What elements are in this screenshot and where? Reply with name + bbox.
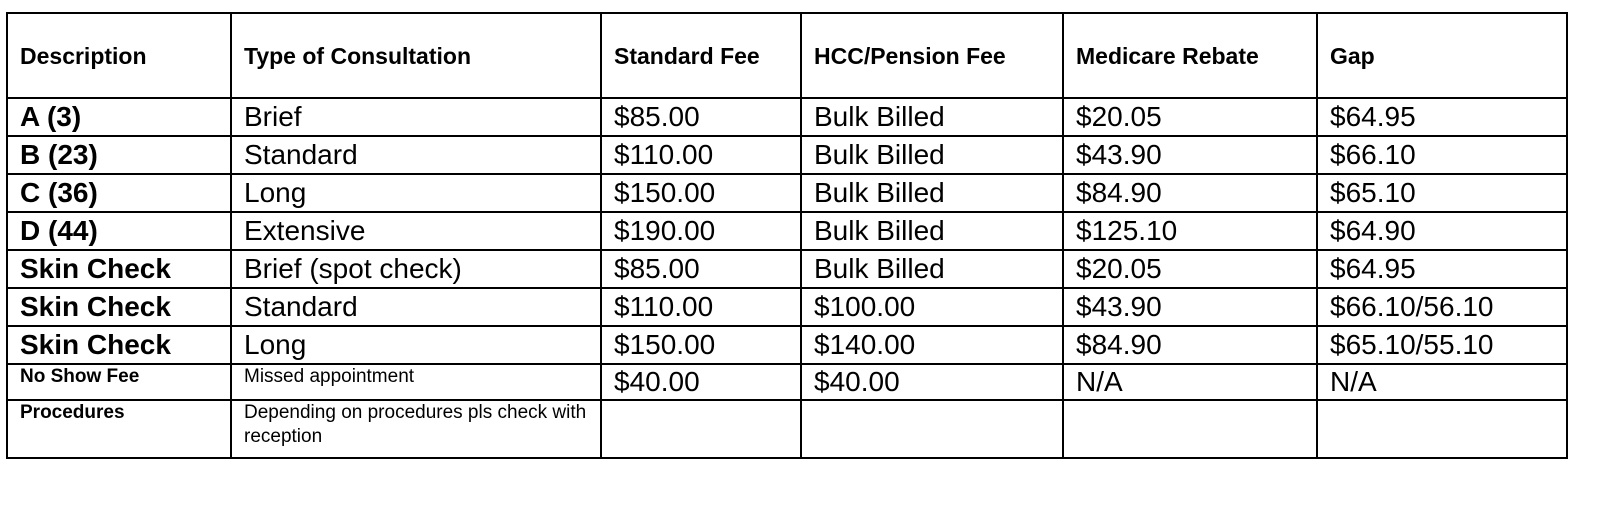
cell-gap: N/A bbox=[1317, 364, 1567, 400]
cell-medicare-rebate: $43.90 bbox=[1063, 288, 1317, 326]
cell-standard-fee: $85.00 bbox=[601, 98, 801, 136]
cell-medicare-rebate: $20.05 bbox=[1063, 98, 1317, 136]
cell-medicare-rebate: $84.90 bbox=[1063, 174, 1317, 212]
cell-type: Standard bbox=[231, 136, 601, 174]
cell-type: Standard bbox=[231, 288, 601, 326]
header-description: Description bbox=[7, 13, 231, 98]
table-header-row bbox=[7, 13, 1567, 98]
table-row bbox=[7, 288, 1567, 326]
cell-standard-fee: $190.00 bbox=[601, 212, 801, 250]
cell-description: C (36) bbox=[7, 174, 231, 212]
table-row bbox=[7, 98, 1567, 136]
cell-medicare-rebate: $43.90 bbox=[1063, 136, 1317, 174]
cell-standard-fee: $150.00 bbox=[601, 326, 801, 364]
table-row bbox=[7, 136, 1567, 174]
header-type-of-consultation: Type of Consultation bbox=[231, 13, 601, 98]
table-row bbox=[7, 212, 1567, 250]
cell-hcc-fee: Bulk Billed bbox=[801, 250, 1063, 288]
cell-hcc-fee bbox=[801, 400, 1063, 458]
cell-gap: $65.10 bbox=[1317, 174, 1567, 212]
cell-type: Extensive bbox=[231, 212, 601, 250]
cell-type: Long bbox=[231, 326, 601, 364]
cell-hcc-fee: Bulk Billed bbox=[801, 174, 1063, 212]
cell-gap bbox=[1317, 400, 1567, 458]
cell-type: Depending on procedures pls check with reception bbox=[231, 400, 601, 458]
table-row bbox=[7, 364, 1567, 400]
cell-description: Skin Check bbox=[7, 250, 231, 288]
table-row bbox=[7, 250, 1567, 288]
header-hcc-pension-fee: HCC/Pension Fee bbox=[801, 13, 1063, 98]
cell-type: Long bbox=[231, 174, 601, 212]
cell-standard-fee: $150.00 bbox=[601, 174, 801, 212]
table-row bbox=[7, 326, 1567, 364]
cell-gap: $65.10/55.10 bbox=[1317, 326, 1567, 364]
cell-hcc-fee: $140.00 bbox=[801, 326, 1063, 364]
cell-description: A (3) bbox=[7, 98, 231, 136]
header-gap: Gap bbox=[1317, 13, 1567, 98]
cell-type: Brief bbox=[231, 98, 601, 136]
cell-medicare-rebate: $125.10 bbox=[1063, 212, 1317, 250]
cell-description: D (44) bbox=[7, 212, 231, 250]
cell-medicare-rebate: N/A bbox=[1063, 364, 1317, 400]
header-medicare-rebate: Medicare Rebate bbox=[1063, 13, 1317, 98]
table-row bbox=[7, 400, 1567, 458]
cell-description: B (23) bbox=[7, 136, 231, 174]
cell-gap: $64.95 bbox=[1317, 250, 1567, 288]
cell-hcc-fee: Bulk Billed bbox=[801, 212, 1063, 250]
cell-gap: $64.90 bbox=[1317, 212, 1567, 250]
cell-gap: $66.10 bbox=[1317, 136, 1567, 174]
cell-medicare-rebate: $84.90 bbox=[1063, 326, 1317, 364]
cell-type: Brief (spot check) bbox=[231, 250, 601, 288]
cell-standard-fee: $85.00 bbox=[601, 250, 801, 288]
header-standard-fee: Standard Fee bbox=[601, 13, 801, 98]
cell-hcc-fee: $40.00 bbox=[801, 364, 1063, 400]
cell-type: Missed appointment bbox=[231, 364, 601, 400]
cell-gap: $64.95 bbox=[1317, 98, 1567, 136]
cell-description: Skin Check bbox=[7, 288, 231, 326]
cell-hcc-fee: Bulk Billed bbox=[801, 98, 1063, 136]
cell-description: Procedures bbox=[7, 400, 231, 458]
cell-hcc-fee: $100.00 bbox=[801, 288, 1063, 326]
cell-standard-fee bbox=[601, 400, 801, 458]
fee-schedule-table bbox=[6, 12, 1568, 459]
cell-standard-fee: $40.00 bbox=[601, 364, 801, 400]
cell-medicare-rebate bbox=[1063, 400, 1317, 458]
table-row bbox=[7, 174, 1567, 212]
cell-description: No Show Fee bbox=[7, 364, 231, 400]
cell-medicare-rebate: $20.05 bbox=[1063, 250, 1317, 288]
cell-hcc-fee: Bulk Billed bbox=[801, 136, 1063, 174]
cell-standard-fee: $110.00 bbox=[601, 136, 801, 174]
cell-standard-fee: $110.00 bbox=[601, 288, 801, 326]
cell-gap: $66.10/56.10 bbox=[1317, 288, 1567, 326]
cell-description: Skin Check bbox=[7, 326, 231, 364]
